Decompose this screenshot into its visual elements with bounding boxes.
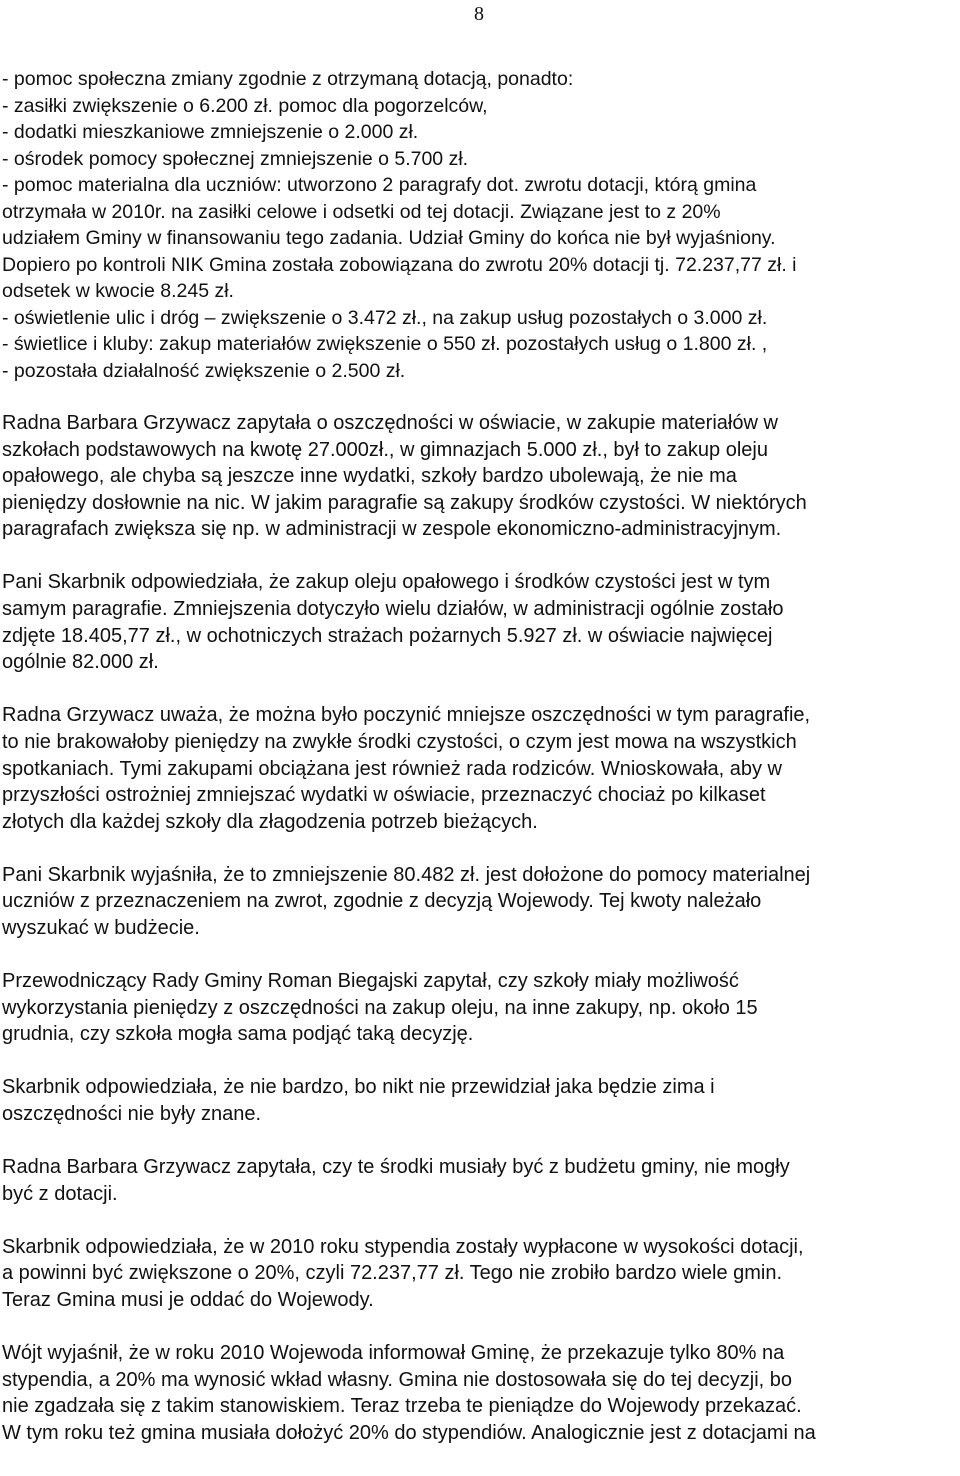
list-line: udziałem Gminy w finansowaniu tego zadania. Udział Gminy do końca nie był wyjaśniony.: [2, 227, 776, 249]
paragraph-line: stypendia, a 20% ma wynosić wkład własny. Gmina nie dostosowała się do tej decyzji, bo: [2, 1368, 793, 1391]
paragraph-line: Skarbnik odpowiedziała, że nie bardzo, bo nikt nie przewidział jaka będzie zima i: [2, 1076, 715, 1099]
paragraph-line: opałowego, ale chyba są jeszcze inne wydatki, szkoły bardzo ubolewają, że nie ma: [2, 465, 737, 488]
list-line: - dodatki mieszkaniowe zmniejszenie o 2.000 zł.: [2, 121, 419, 143]
paragraph: [2, 1234, 952, 1314]
paragraphs: [2, 410, 952, 1446]
list-line: Dopiero po kontroli NIK Gmina została zobowiązana do zwrotu 20% dotacji tj. 72.237,77 zł. i: [2, 253, 797, 276]
paragraph-line: Radna Barbara Grzywacz zapytała, czy te środki musiały być z budżetu gminy, nie mogły: [2, 1156, 790, 1179]
paragraph-line: a powinni być zwiększone o 20%, czyli 72.237,77 zł. Tego nie zrobiło bardzo wiele gmin.: [2, 1262, 783, 1285]
changes-list: [2, 66, 952, 384]
paragraph-line: Radna Barbara Grzywacz zapytała o oszczędności w oświacie, w zakupie materiałów w: [2, 412, 778, 434]
paragraph-line: to nie brakowałoby pieniędzy na zwykłe środki czystości, o czym jest mowa na wszystkich: [2, 730, 797, 753]
paragraph-line: wykorzystania pieniędzy z oszczędności na zakup oleju, na inne zakupy, np. około 15: [2, 996, 758, 1019]
list-line: - oświetlenie ulic i dróg – zwiększenie o 3.472 zł., na zakup usług pozostałych o 3.000 zł.: [2, 306, 768, 329]
paragraph: [2, 702, 952, 835]
paragraph-line: W tym roku też gmina musiała dołożyć 20% do stypendiów. Analogicznie jest z dotacjami na: [2, 1421, 816, 1444]
paragraph: [2, 410, 952, 543]
paragraph: [2, 862, 952, 942]
paragraph-line: przyszłości ostrożniej zmniejszać wydatki w oświacie, przeznaczyć chociaż po kilkaset: [2, 784, 766, 807]
paragraph-line: paragrafach zwiększa się np. w administracji w zespole ekonomiczno-administracyjnym.: [2, 518, 782, 541]
paragraph: [2, 1340, 952, 1446]
paragraph: [2, 1074, 952, 1127]
paragraph-line: Przewodniczący Rady Gminy Roman Biegajski zapytał, czy szkoły miały możliwość: [2, 970, 739, 993]
paragraph-line: szkołach podstawowych na kwotę 27.000zł., w gimnazjach 5.000 zł., był to zakup oleju: [2, 438, 768, 461]
list-line: otrzymała w 2010r. na zasiłki celowe i odsetki od tej dotacji. Związane jest to z 20%: [2, 200, 721, 223]
paragraph-line: uczniów z przeznaczeniem na zwrot, zgodnie z decyzją Wojewody. Tej kwoty należało: [2, 890, 762, 913]
paragraph-line: Wójt wyjaśnił, że w roku 2010 Wojewoda informował Gminę, że przekazuje tylko 80% na: [2, 1342, 785, 1365]
paragraph-line: Pani Skarbnik wyjaśniła, że to zmniejszenie 80.482 zł. jest dołożone do pomocy materialnej: [2, 863, 811, 886]
paragraph-line: grudnia, czy szkoła mogła sama podjąć taką decyzję.: [2, 1023, 474, 1046]
paragraph: [2, 1154, 952, 1207]
paragraph-line: spotkaniach. Tymi zakupami obciążana jest również rada rodziców. Wnioskowała, aby w: [2, 757, 782, 780]
paragraph-line: Teraz Gmina musi je oddać do Wojewody.: [2, 1288, 374, 1311]
list-line: - zasiłki zwiększenie o 6.200 zł. pomoc dla pogorzelców,: [2, 94, 488, 117]
paragraph-line: samym paragrafie. Zmniejszenia dotyczyło wielu działów, w administracji ogólnie zostało: [2, 598, 784, 621]
paragraph: [2, 569, 952, 675]
paragraph-line: być z dotacji.: [2, 1182, 118, 1205]
paragraph-line: oszczędności nie były znane.: [2, 1102, 262, 1125]
list-line: odsetek w kwocie 8.245 zł.: [2, 280, 234, 302]
paragraph-line: Pani Skarbnik odpowiedziała, że zakup oleju opałowego i środków czystości jest w tym: [2, 571, 771, 594]
paragraph-line: Radna Grzywacz uważa, że można było poczynić mniejsze oszczędności w tym paragrafie,: [2, 704, 811, 727]
paragraph-line: Skarbnik odpowiedziała, że w 2010 roku stypendia zostały wypłacone w wysokości dotacji,: [2, 1235, 804, 1258]
list-line: - ośrodek pomocy społecznej zmniejszenie o 5.700 zł.: [2, 147, 469, 170]
paragraph: [2, 968, 952, 1048]
paragraph-line: zdjęte 18.405,77 zł., w ochotniczych strażach pożarnych 5.927 zł. w oświacie najwięcej: [2, 624, 773, 647]
paragraph-line: pieniędzy dosłownie na nic. W jakim paragrafie są zakupy środków czystości. W niektórych: [2, 491, 807, 514]
list-line: - pomoc materialna dla uczniów: utworzono 2 paragrafy dot. zwrotu dotacji, którą gmina: [2, 174, 757, 196]
list-line: - pomoc społeczna zmiany zgodnie z otrzymaną dotacją, ponadto:: [2, 68, 574, 90]
paragraph-line: złotych dla każdej szkoły dla złagodzenia potrzeb bieżących.: [2, 810, 538, 833]
document-body: [2, 66, 952, 1473]
paragraph-line: wyszukać w budżecie.: [2, 917, 200, 939]
paragraph-line: ogólnie 82.000 zł.: [2, 651, 159, 674]
list-line: - pozostała działalność zwiększenie o 2.500 zł.: [2, 359, 406, 382]
page-number: 8: [474, 3, 484, 25]
list-line: - świetlice i kluby: zakup materiałów zwiększenie o 550 zł. pozostałych usług o 1.800 zł. ,: [2, 333, 768, 355]
paragraph-line: nie zgadzała się z takim stanowiskiem. Teraz trzeba te pieniądze do Wojewody przekazać.: [2, 1395, 802, 1418]
